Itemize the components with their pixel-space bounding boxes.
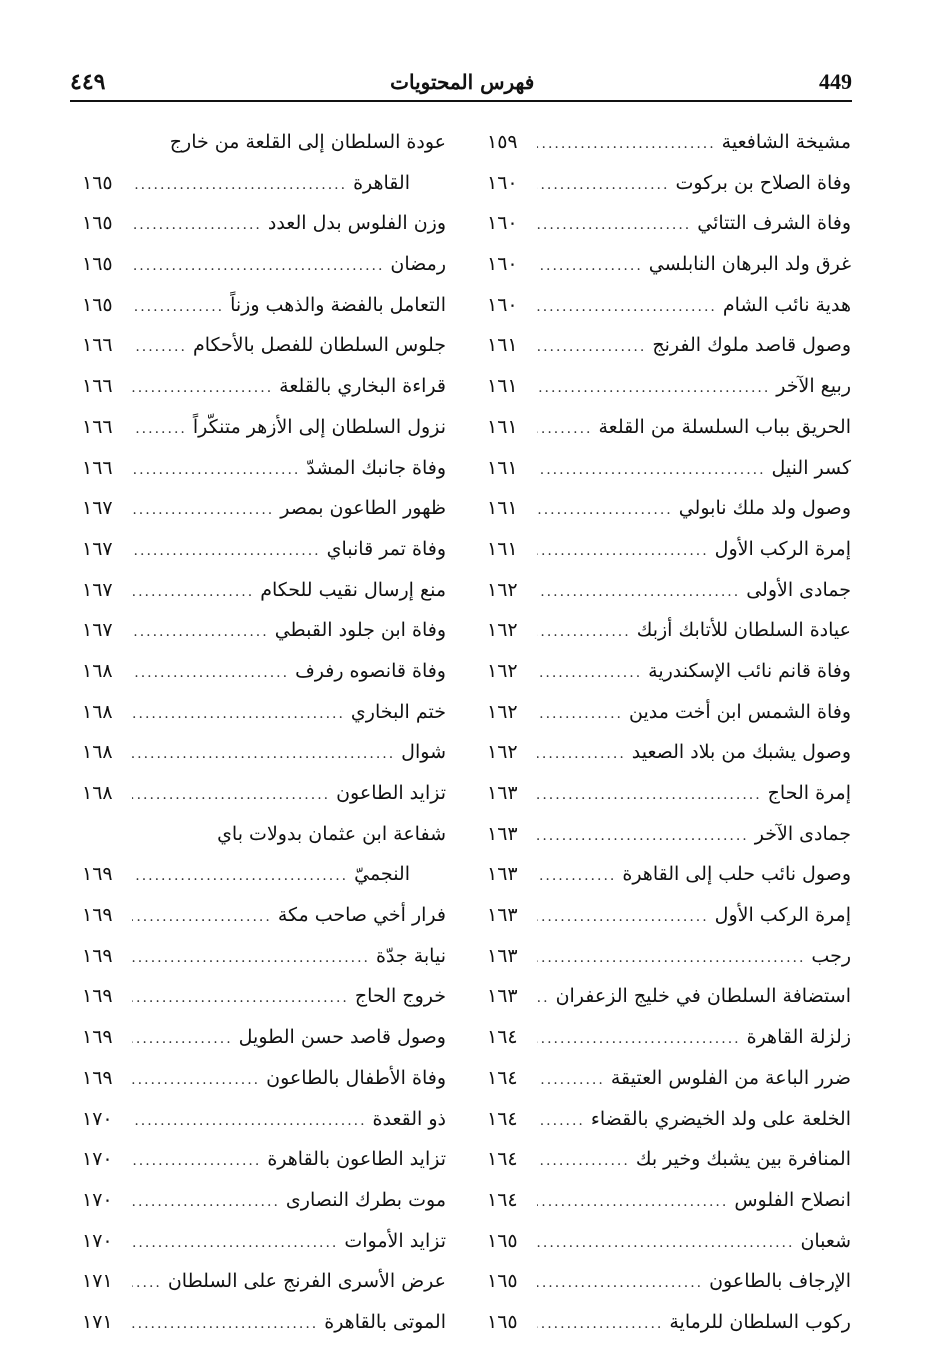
toc-entry-page: ١٦٩ <box>82 1066 113 1089</box>
toc-entry-page: ١٦٩ <box>82 944 113 967</box>
toc-entry-title: وفاة الشرف التتائي <box>697 212 851 235</box>
toc-entry-title: غرق ولد البرهان النابلسي <box>648 253 851 276</box>
dot-leader <box>537 572 740 612</box>
toc-entry <box>487 1221 851 1262</box>
toc-entry-page: ١٦٤ <box>487 1066 518 1089</box>
toc-entry-page: ١٦١ <box>487 537 518 560</box>
toc-entry <box>82 529 446 570</box>
dot-leader <box>132 450 300 490</box>
toc-entry <box>487 773 851 814</box>
toc-entry-title: نيابة جدّة <box>376 944 446 967</box>
toc-entry-page: ١٦٠ <box>487 171 518 194</box>
dot-leader <box>537 1263 703 1303</box>
dot-leader <box>132 856 348 896</box>
toc-entry <box>82 1221 446 1262</box>
toc-entry-page: ١٧٠ <box>82 1107 113 1130</box>
toc-entry-title: شفاعة ابن عثمان بدولات باي <box>217 822 446 845</box>
toc-entry-title: قراءة البخاري بالقلعة <box>279 375 446 398</box>
toc-entry-page: ١٦٣ <box>487 863 518 886</box>
toc-entry <box>82 570 446 611</box>
toc-entry-title: التعامل بالفضة والذهب وزناً <box>230 293 446 316</box>
toc-entry-page: ١٦٦ <box>82 415 113 438</box>
toc-entry <box>487 529 851 570</box>
toc-entry-title: وفاة جانبك المشدّ <box>306 456 446 479</box>
toc-entry-page: ١٦٢ <box>487 578 518 601</box>
dot-leader <box>132 653 289 693</box>
toc-entry <box>82 244 446 285</box>
toc-entry-page: ١٦٥ <box>487 1229 518 1252</box>
toc-entry <box>82 366 446 407</box>
toc-entry-page: ١٦١ <box>487 456 518 479</box>
toc-entry-page: ١٦٢ <box>487 700 518 723</box>
toc-entry-title: إمرة الركب الأول <box>714 537 851 560</box>
toc-entry-title: ختم البخاري <box>350 700 446 723</box>
dot-leader <box>132 1263 162 1303</box>
toc-entry-title: وفاة تمر قانباي <box>326 537 446 560</box>
toc-entry-page: ١٥٩ <box>487 131 518 153</box>
dot-leader <box>537 612 631 652</box>
dot-leader <box>537 734 626 774</box>
dot-leader <box>537 205 691 245</box>
toc-entry-title: جمادى الأولى <box>746 578 851 601</box>
toc-entry-page: ١٦٣ <box>487 782 518 804</box>
toc-entry-title: كسر النيل <box>771 456 851 479</box>
toc-entry-title: تزايد الأموات <box>344 1229 446 1252</box>
toc-entry-title: ذو القعدة <box>372 1107 446 1130</box>
toc-entry <box>82 854 446 895</box>
toc-entry <box>487 732 851 773</box>
toc-entry <box>487 570 851 611</box>
toc-entry-page: ١٧١ <box>82 1270 113 1293</box>
toc-entry-title: رمضان <box>390 253 446 276</box>
page-number-latin: 449 <box>819 69 852 94</box>
toc-entry-page: ١٦٧ <box>82 578 113 601</box>
toc-entry-title: الموتى بالقاهرة <box>324 1310 446 1333</box>
toc-entry <box>82 1099 446 1140</box>
toc-entry <box>82 1261 446 1302</box>
toc-entry-title: شعبان <box>800 1229 851 1252</box>
toc-entry-title: عيادة السلطان للأتابك أزبك <box>636 619 851 642</box>
toc-entry-page: ١٦٧ <box>82 619 113 642</box>
toc-entry-page: ١٦٧ <box>82 497 113 520</box>
toc-entry-page: ١٦١ <box>487 497 518 520</box>
toc-entry-page: ١٦١ <box>487 334 518 357</box>
toc-entry <box>487 203 851 244</box>
toc-entry-title: نزول السلطان إلى الأزهر متنكّراً <box>192 415 446 438</box>
toc-entry <box>487 976 851 1017</box>
toc-entry-title: وصول قاصد ملوك الفرنج <box>652 334 851 357</box>
toc-entry <box>487 610 851 651</box>
dot-leader <box>537 1182 728 1222</box>
toc-entry-page: ١٦٢ <box>487 741 518 764</box>
toc-entry-title: النجميّ <box>354 863 410 886</box>
toc-entry <box>82 1302 446 1343</box>
toc-entry <box>82 936 446 977</box>
toc-entry-page: ١٦٥ <box>82 212 113 235</box>
toc-entry-title: وفاة الأطفال بالطاعون <box>266 1066 446 1089</box>
toc-entry <box>487 651 851 692</box>
toc-entry <box>82 814 446 855</box>
toc-entry-title: جمادى الآخر <box>754 822 851 845</box>
toc-entry-title: وفاة قانم نائب الإسكندرية <box>648 659 851 682</box>
toc-entry-title: ركوب السلطان للرماية <box>669 1310 851 1333</box>
dot-leader <box>132 938 370 978</box>
toc-entry <box>487 448 851 489</box>
dot-leader <box>537 1019 741 1059</box>
dot-leader <box>132 531 321 571</box>
toc-entry-page: ١٧١ <box>82 1310 113 1333</box>
dot-leader <box>537 653 642 693</box>
dot-leader <box>132 612 269 652</box>
dot-leader <box>132 694 345 734</box>
toc-entry-title: انصلاح الفلوس <box>734 1188 851 1211</box>
toc-entry-page: ١٦٥ <box>487 1310 518 1333</box>
toc-entry-page: ١٦٥ <box>487 1270 518 1293</box>
running-title: فهرس المحتويات <box>390 70 535 94</box>
toc-entry <box>82 692 446 733</box>
dot-leader <box>537 897 709 937</box>
toc-entry-page: ١٦٤ <box>487 1188 518 1211</box>
toc-column-left <box>82 122 446 1343</box>
dot-leader <box>537 165 669 205</box>
toc-entry <box>82 325 446 366</box>
dot-leader <box>132 1101 367 1141</box>
toc-entry-page: ١٦٩ <box>82 985 113 1008</box>
page-number-arabic: ٤٤٩ <box>70 69 106 95</box>
toc-entry-page: ١٦٠ <box>487 253 518 276</box>
toc-entry-title: وفاة ابن جلود القبطي <box>274 619 446 642</box>
toc-entry <box>487 814 851 855</box>
toc-entry-title: ظهور الطاعون بمصر <box>280 497 446 520</box>
dot-leader <box>132 1019 233 1059</box>
toc-entry <box>487 163 851 204</box>
toc-entry <box>487 488 851 529</box>
toc-entry-page: ١٦٢ <box>487 659 518 682</box>
toc-column-right <box>487 122 851 1343</box>
toc-entry <box>82 122 446 163</box>
toc-entry-page: ١٦٠ <box>487 212 518 235</box>
toc-entry <box>82 1180 446 1221</box>
toc-entry-page: ١٦٨ <box>82 700 113 723</box>
toc-entry-title: تزايد الطاعون <box>336 782 446 804</box>
toc-entry <box>82 895 446 936</box>
header-rule <box>70 100 852 102</box>
toc-entry <box>487 325 851 366</box>
toc-entry <box>487 1017 851 1058</box>
toc-entry-page: ١٦٩ <box>82 1026 113 1049</box>
toc-entry-page: ١٦٥ <box>82 293 113 316</box>
dot-leader <box>132 165 347 205</box>
toc-entry-page: ١٦٩ <box>82 863 113 886</box>
toc-entry-title: مشيخة الشافعية <box>721 131 851 153</box>
toc-entry-page: ١٦٧ <box>82 537 113 560</box>
toc-entry <box>82 448 446 489</box>
toc-entry <box>487 1099 851 1140</box>
dot-leader <box>132 490 274 530</box>
dot-leader <box>132 1223 338 1263</box>
toc-entry <box>82 773 446 814</box>
toc-entry <box>82 1058 446 1099</box>
dot-leader <box>537 124 716 164</box>
toc-entry-title: ربيع الآخر <box>776 375 851 398</box>
toc-entry-page: ١٦٨ <box>82 659 113 682</box>
toc-entry <box>82 163 446 204</box>
toc-entry <box>487 407 851 448</box>
dot-leader <box>132 897 272 937</box>
toc-entry-page: ١٦٠ <box>487 293 518 316</box>
toc-entry-title: عرض الأسرى الفرنج على السلطان <box>167 1270 446 1293</box>
dot-leader <box>132 1182 280 1222</box>
dot-leader <box>537 287 717 327</box>
toc-entry <box>487 244 851 285</box>
dot-leader <box>537 450 766 490</box>
dot-leader <box>537 246 643 286</box>
dot-leader <box>132 327 187 367</box>
toc-entry-page: ١٧٠ <box>82 1229 113 1252</box>
dot-leader <box>537 856 616 896</box>
toc-entry-title: ضرر الباعة من الفلوس العتيقة <box>610 1066 851 1089</box>
dot-leader <box>537 1304 663 1344</box>
toc-entry <box>487 936 851 977</box>
toc-entry <box>82 610 446 651</box>
toc-entry <box>82 976 446 1017</box>
toc-entry-title: المنافرة بين يشبك وخير بك <box>635 1148 851 1171</box>
toc-entry-title: إمرة الركب الأول <box>714 904 851 927</box>
dot-leader <box>132 205 262 245</box>
toc-entry-page: ١٦١ <box>487 415 518 438</box>
toc-entry-page: ١٦٣ <box>487 985 518 1008</box>
dot-leader <box>537 978 550 1018</box>
toc-entry-title: وفاة الصلاح بن بركوت <box>675 171 851 194</box>
toc-entry <box>82 285 446 326</box>
toc-entry-page: ١٦٣ <box>487 904 518 927</box>
toc-entry-page: ١٦٦ <box>82 375 113 398</box>
toc-entry-page: ١٦٣ <box>487 822 518 845</box>
toc-entry-title: إمرة الحاج <box>767 782 851 804</box>
toc-entry <box>487 122 851 163</box>
dot-leader <box>537 775 762 815</box>
dot-leader <box>132 1141 261 1181</box>
toc-entry-page: ١٦٩ <box>82 904 113 927</box>
toc-entry <box>487 1302 851 1343</box>
toc-entry-title: الحريق بباب السلسلة من القلعة <box>598 415 851 438</box>
dot-leader <box>132 572 254 612</box>
toc-entry-title: موت بطرك النصارى <box>285 1188 446 1211</box>
dot-leader <box>132 246 384 286</box>
toc-entry-title: وفاة قانصوه رفرف <box>295 659 446 682</box>
toc-entry-title: القاهرة <box>353 171 410 194</box>
toc-entry-page: ١٦١ <box>487 375 518 398</box>
toc-entry-page: ١٦٤ <box>487 1107 518 1130</box>
toc-entry-title: رجب <box>811 944 851 967</box>
toc-entry <box>487 1180 851 1221</box>
toc-entry-page: ١٦٤ <box>487 1148 518 1171</box>
dot-leader <box>132 978 349 1018</box>
toc-entry <box>487 285 851 326</box>
toc-entry-title: تزايد الطاعون بالقاهرة <box>267 1148 446 1171</box>
dot-leader <box>132 734 395 774</box>
dot-leader <box>132 775 330 815</box>
toc-entry-page: ١٦٥ <box>82 253 113 276</box>
toc-entry <box>82 732 446 773</box>
toc-entry <box>487 1139 851 1180</box>
toc-entry-page: ١٦٣ <box>487 944 518 967</box>
dot-leader <box>132 1060 260 1100</box>
toc-entry-page: ١٦٢ <box>487 619 518 642</box>
dot-leader <box>537 409 592 449</box>
toc-entry-page: ١٦٦ <box>82 334 113 357</box>
toc-entry-page: ١٦٤ <box>487 1026 518 1049</box>
toc-entry <box>487 692 851 733</box>
toc-entry <box>82 1139 446 1180</box>
toc-entry-title: وزن الفلوس بدل العدد <box>267 212 446 235</box>
dot-leader <box>132 368 273 408</box>
toc-entry <box>82 488 446 529</box>
toc-entry-title: وصول قاصد حسن الطويل <box>238 1026 446 1049</box>
toc-entry <box>487 895 851 936</box>
dot-leader <box>537 1060 605 1100</box>
toc-entry-title: استضافة السلطان في خليج الزعفران <box>555 985 851 1008</box>
toc-entry <box>487 1058 851 1099</box>
toc-entry-title: وصول ولد ملك نابولي <box>678 497 851 520</box>
toc-entry <box>82 1017 446 1058</box>
toc-entry-title: جلوس السلطان للفصل بالأحكام <box>192 334 446 357</box>
dot-leader <box>132 1304 318 1344</box>
dot-leader <box>537 1101 585 1141</box>
toc-entry-title: عودة السلطان إلى القلعة من خارج <box>169 131 446 153</box>
toc-entry-title: وصول يشبك من بلاد الصعيد <box>631 741 851 764</box>
toc-entry <box>487 366 851 407</box>
dot-leader <box>537 938 805 978</box>
toc-entry-title: الإرجاف بالطاعون <box>709 1270 851 1293</box>
toc-entry-page: ١٧٠ <box>82 1188 113 1211</box>
toc-entry-title: فرار أخي صاحب مكة <box>277 904 446 927</box>
dot-leader <box>537 368 770 408</box>
toc-entry-title: منع إرسال نقيب للحكام <box>260 578 446 601</box>
toc-entry-page: ١٦٥ <box>82 171 113 194</box>
toc-entry-title: الخلعة على ولد الخيضري بالقضاء <box>590 1107 851 1130</box>
toc-entry-page: ١٦٦ <box>82 456 113 479</box>
toc-entry-title: خروج الحاج <box>354 985 446 1008</box>
toc-entry <box>82 407 446 448</box>
dot-leader <box>132 409 187 449</box>
dot-leader <box>537 816 749 856</box>
toc-entry-page: ١٦٨ <box>82 782 113 804</box>
dot-leader <box>537 1223 794 1263</box>
toc-entry-title: وفاة الشمس ابن أخت مدين <box>629 700 851 723</box>
dot-leader <box>537 531 709 571</box>
toc-entry <box>487 854 851 895</box>
dot-leader <box>537 1141 630 1181</box>
dot-leader <box>537 490 673 530</box>
toc-entry-title: شوال <box>401 741 446 764</box>
dot-leader <box>537 694 623 734</box>
dot-leader <box>537 327 646 367</box>
page-header <box>70 64 852 100</box>
toc-entry-page: ١٦٨ <box>82 741 113 764</box>
toc-entry <box>82 203 446 244</box>
toc-entry-title: زلزلة القاهرة <box>746 1026 851 1049</box>
toc-entry-title: هدية نائب الشام <box>722 293 851 316</box>
toc-entry <box>82 651 446 692</box>
dot-leader <box>132 287 224 327</box>
toc-entry-page: ١٧٠ <box>82 1148 113 1171</box>
toc-entry <box>487 1261 851 1302</box>
toc-entry-title: وصول نائب حلب إلى القاهرة <box>622 863 851 886</box>
